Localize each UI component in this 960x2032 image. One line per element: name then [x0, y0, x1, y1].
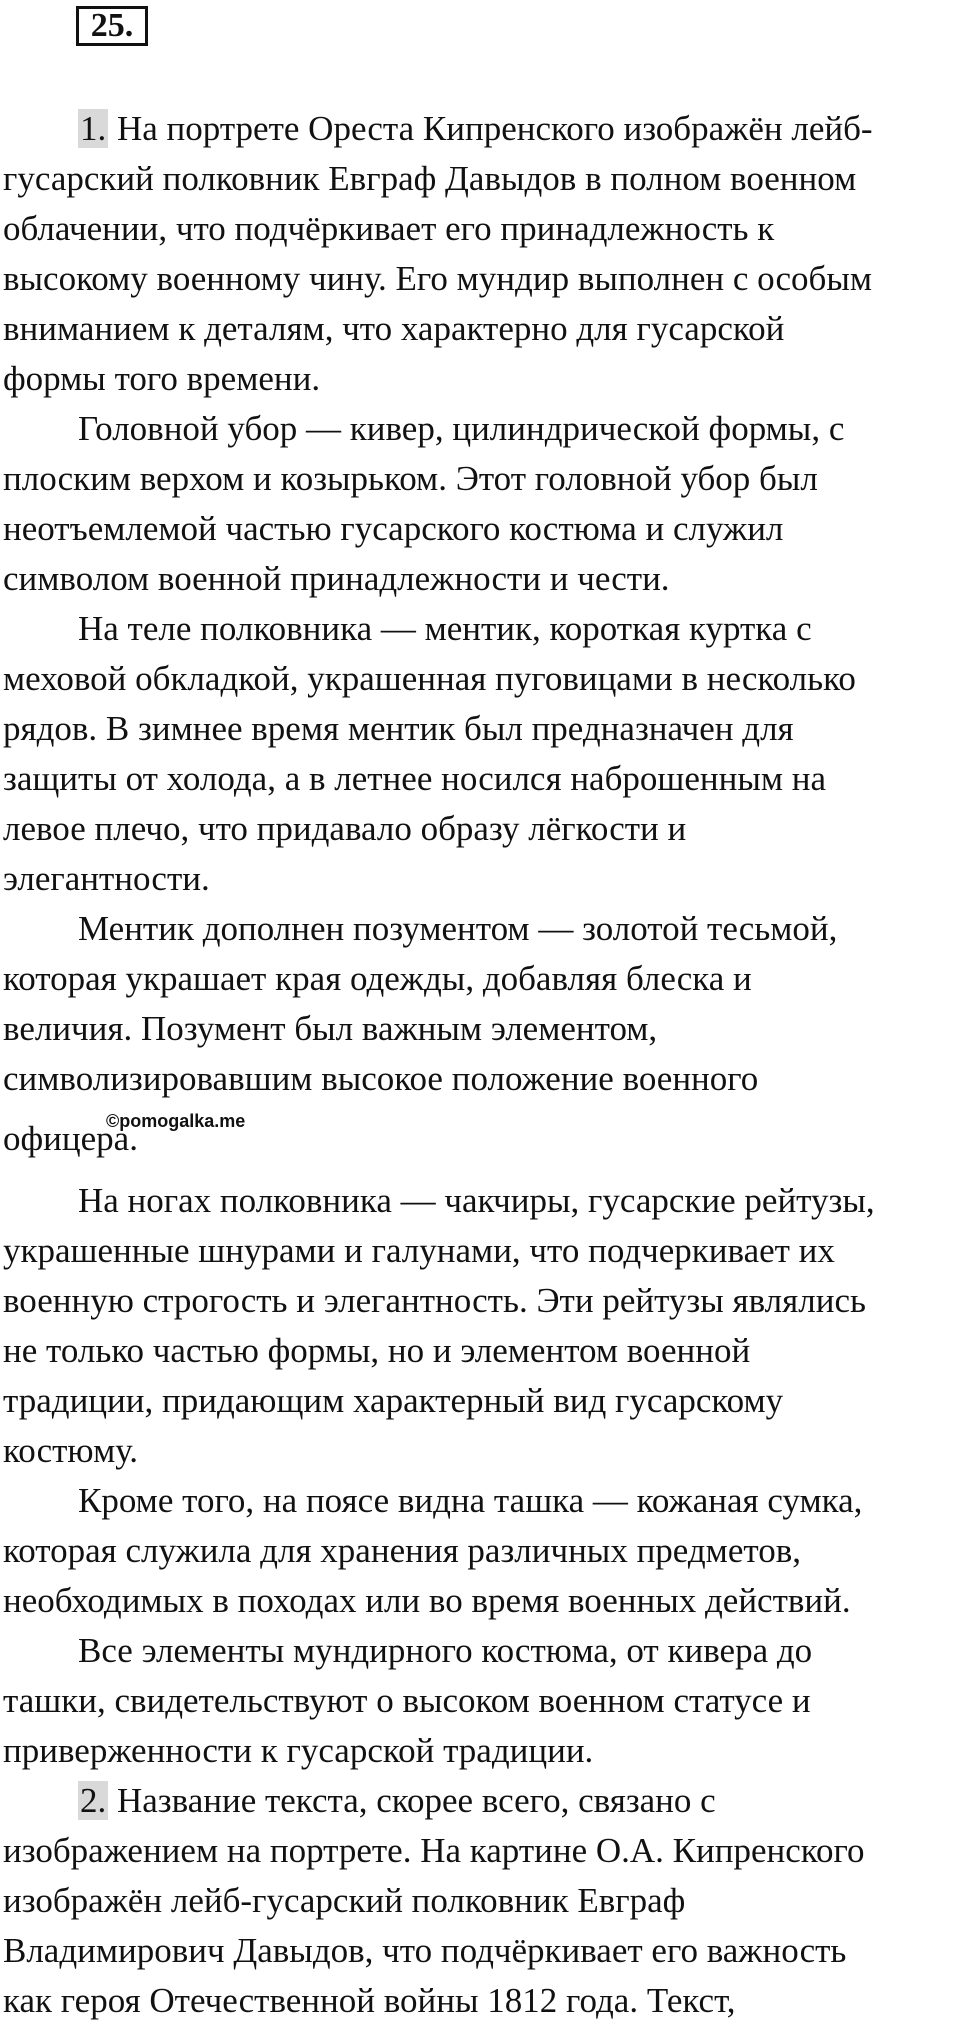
text-line: необходимых в походах или во время военных действий.	[3, 1581, 851, 1620]
text-line: как героя Отечественной войны 1812 года. Текст,	[3, 1981, 736, 2020]
answer-2-marker: 2.	[80, 1781, 107, 1820]
text-line: гусарский полковник Евграф Давыдов в полном военном	[3, 159, 857, 198]
paragraph-text: На портрете Ореста Кипренского изображён лейб-	[117, 109, 873, 148]
paragraph-first-line: На ногах полковника — чакчиры, гусарские рейтузы,	[78, 1181, 875, 1220]
text-line: величия. Позумент был важным элементом,	[3, 1009, 658, 1048]
paragraph-first-line: Головной убор — кивер, цилиндрической формы, с	[78, 409, 845, 448]
text-line: ташки, свидетельствуют о высоком военном статусе и	[3, 1681, 811, 1720]
text-line: не только частью формы, но и элементом военной	[3, 1331, 751, 1370]
paragraph-first-line: На теле полковника — ментик, короткая куртка с	[78, 609, 812, 648]
text-line: костюму.	[3, 1431, 139, 1470]
text-line: рядов. В зимнее время ментик был предназначен для	[3, 709, 794, 748]
text-line: которая украшает края одежды, добавляя блеска и	[3, 959, 752, 998]
text-line: формы того времени.	[3, 359, 321, 398]
answer-2-first-line	[78, 1776, 716, 1826]
text-line: неотъемлемой частью гусарского костюма и служил	[3, 509, 784, 548]
watermark: ©pomogalka.me	[106, 1111, 246, 1131]
text-line: символом военной принадлежности и чести.	[3, 559, 670, 598]
text-line: меховой обкладкой, украшенная пуговицами в несколько	[3, 659, 856, 698]
text-line: изображён лейб-гусарский полковник Евграф	[3, 1881, 686, 1920]
paragraph-text: Название текста, скорее всего, связано с	[117, 1781, 716, 1820]
text-line: традиции, придающим характерный вид гусарскому	[3, 1381, 784, 1420]
text-line: изображением на портрете. На картине О.А. Кипренского	[3, 1831, 865, 1870]
text-line: Владимирович Давыдов, что подчёркивает его важность	[3, 1931, 847, 1970]
text-line: офицера.	[3, 1119, 138, 1158]
text-line: вниманием к деталям, что характерно для гусарской	[3, 309, 785, 348]
task-number-box: 25.	[76, 6, 148, 46]
text-line: украшенные шнурами и галунами, что подчеркивает их	[3, 1231, 835, 1270]
text-line: высокому военному чину. Его мундир выполнен с особым	[3, 259, 873, 298]
text-line: плоским верхом и козырьком. Этот головной убор был	[3, 459, 818, 498]
paragraph-first-line: Все элементы мундирного костюма, от кивера до	[78, 1631, 813, 1670]
answer-1-first-line	[78, 104, 873, 154]
text-line: облачении, что подчёркивает его принадлежность к	[3, 209, 775, 248]
text-line: защиты от холода, а в летнее носился наброшенным на	[3, 759, 827, 798]
paragraph-first-line: Ментик дополнен позументом — золотой тесьмой,	[78, 909, 838, 948]
answer-1-marker: 1.	[80, 109, 107, 148]
paragraph-first-line: Кроме того, на поясе видна ташка — кожаная сумка,	[78, 1481, 863, 1520]
text-line: левое плечо, что придавало образу лёгкости и	[3, 809, 687, 848]
text-line: элегантности.	[3, 859, 210, 898]
text-line: приверженности к гусарской традиции.	[3, 1731, 594, 1770]
text-line: военную строгость и элегантность. Эти рейтузы являлись	[3, 1281, 866, 1320]
text-line: которая служила для хранения различных предметов,	[3, 1531, 801, 1570]
text-line: символизировавшим высокое положение военного	[3, 1059, 759, 1098]
